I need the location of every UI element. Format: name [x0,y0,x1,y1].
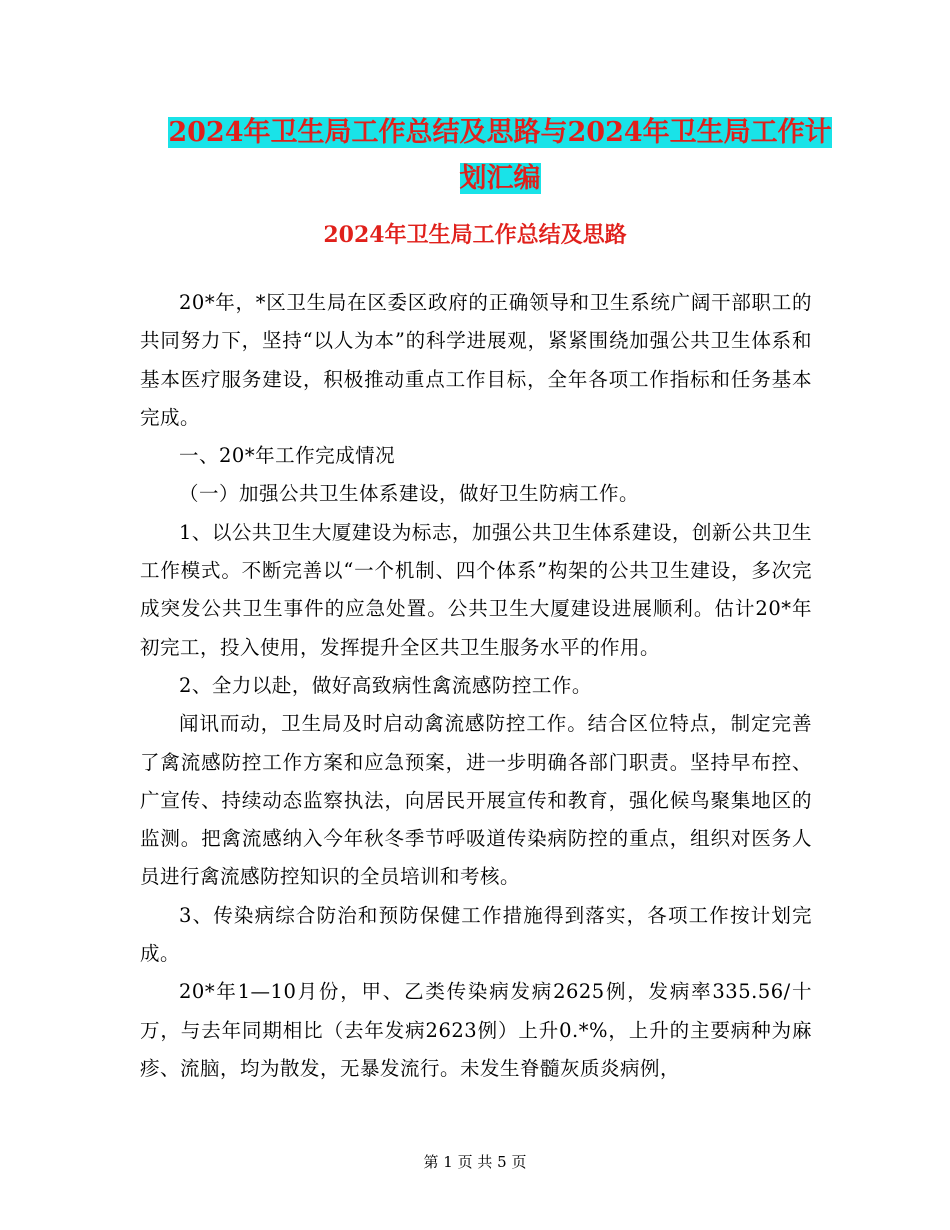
paragraph-item-2: 2、全力以赴，做好高致病性禽流感防控工作。 [179,673,592,697]
page-footer: 第 1 页 共 5 页 [423,1153,527,1171]
heading-part-1: 一、20*年工作完成情况 [179,444,396,468]
paragraph-bird-flu: 闻讯而动，卫生局及时启动禽流感防控工作。结合区位特点，制定完善了禽流感防控工作方案和应急预案，进一步明确各部门职责。坚持早布控、广宣传、持续动态监察执法，向居民开展宣传和教育，强化候鸟聚集地区的监测。把禽流感纳入今年秋冬季节呼吸道传染病防控的重点，组织对医务人员进行禽流感防控知识的全员培训和考核。 [140,712,812,889]
paragraph-statistics: 20*年1—10月份，甲、乙类传染病发病2625例，发病率335.56/十万，与去年同期相比（去年发病2623例）上升0.*%，上升的主要病种为麻疹、流脑，均为散发，无暴发流行。未发生脊髓灰质炎病例， [140,980,812,1080]
paragraph-item-1: 1、以公共卫生大厦建设为标志，加强公共卫生体系建设，创新公共卫生工作模式。不断完善以“一个机制、四个体系”构架的公共卫生建设，多次完成突发公共卫生事件的应急处置。公共卫生大厦建设进展顺利。估计20*年初完工，投入使用，发挥提升全区共卫生服务水平的作用。 [140,520,812,659]
document-title [140,110,860,202]
paragraph-intro: 20*年，*区卫生局在区委区政府的正确领导和卫生系统广阔干部职工的共同努力下，坚持“以人为本”的科学进展观，紧紧围绕加强公共卫生体系和基本医疗服务建设，积极推动重点工作目标，全年各项工作指标和任务基本完成。 [140,291,812,429]
paragraph-item-3: 3、传染病综合防治和预防保健工作措施得到落实，各项工作按计划完成。 [140,903,812,966]
document-title-line-2: 划汇编 [459,163,541,194]
heading-subsection-1: （一）加强公共卫生体系建设，做好卫生防病工作。 [179,482,640,506]
section-title: 2024年卫生局工作总结及思路 [323,222,627,248]
document-title-line-1: 2024年卫生局工作总结及思路与2024年卫生局工作计 [168,117,832,148]
document-body [140,284,812,1088]
